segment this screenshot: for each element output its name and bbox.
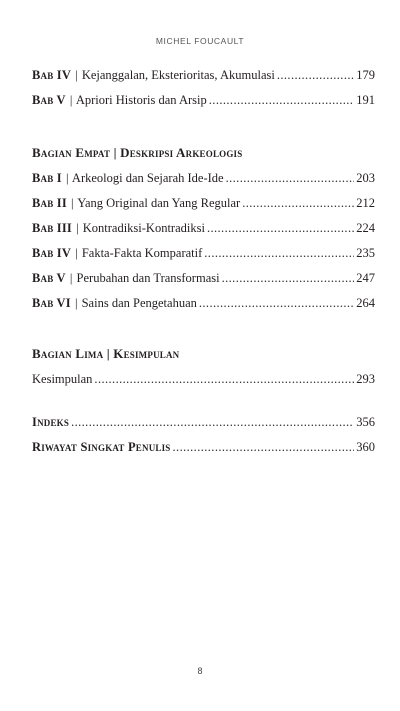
dot-leader — [199, 296, 354, 311]
chapter-title: Perubahan dan Transformasi — [76, 271, 220, 285]
chapter-title: Apriori Historis dan Arsip — [75, 93, 207, 107]
separator: | — [71, 196, 74, 210]
dot-leader — [277, 68, 354, 83]
toc-entry-bab-iv[interactable] — [32, 246, 375, 271]
toc-entry-label — [32, 440, 171, 455]
toc-entry-bab-i[interactable] — [32, 171, 375, 196]
page-number: 356 — [356, 415, 375, 429]
chapter-title: Kejanggalan, Eksterioritas, Akumulasi — [81, 68, 275, 82]
chapter-number: Bab I — [32, 171, 62, 185]
toc-entry-bab-v[interactable] — [32, 93, 375, 118]
toc-back-matter — [32, 415, 375, 465]
toc-entry-label — [32, 93, 207, 108]
dot-leader — [222, 271, 355, 286]
page-number: 224 — [356, 221, 375, 235]
dot-leader — [71, 415, 354, 430]
separator: | — [75, 68, 78, 82]
dot-leader — [204, 246, 354, 261]
toc-entry-label — [32, 68, 275, 83]
separator: | — [69, 93, 73, 107]
chapter-number: Bab VI — [32, 296, 71, 310]
page-folio: 8 — [197, 666, 203, 676]
toc-entry-label — [32, 246, 202, 261]
dot-leader — [207, 221, 354, 236]
toc-entry-bab-vi[interactable] — [32, 296, 375, 321]
toc-entry-label — [32, 221, 205, 236]
part-title: Bagian Empat | Deskripsi Arkeologis — [32, 145, 243, 160]
separator: | — [74, 296, 78, 310]
toc-entry-bab-iv[interactable] — [32, 68, 375, 93]
page-number: 360 — [356, 440, 375, 454]
separator: | — [69, 271, 73, 285]
separator: | — [76, 221, 79, 235]
dot-leader — [242, 196, 354, 211]
dot-leader — [226, 171, 355, 186]
toc-entry-label — [32, 196, 240, 211]
separator: | — [75, 246, 78, 260]
page-number: 293 — [356, 372, 375, 386]
page-number: 212 — [356, 196, 375, 210]
page-number: 235 — [356, 246, 375, 260]
chapter-number: Bab II — [32, 196, 67, 210]
toc-entry-indeks[interactable] — [32, 415, 375, 440]
chapter-number: Bab V — [32, 93, 66, 107]
toc-entry-bab-ii[interactable] — [32, 196, 375, 221]
toc-entry-label — [32, 415, 69, 430]
page-number: 264 — [356, 296, 375, 310]
chapter-title: Arkeologi dan Sejarah Ide-Ide — [71, 171, 224, 185]
chapter-title: Kontradiksi-Kontradiksi — [82, 221, 205, 235]
toc-entry-label — [32, 271, 220, 286]
toc-entry-label — [32, 372, 92, 387]
toc-entry-bab-iii[interactable] — [32, 221, 375, 246]
chapter-title: Kesimpulan — [32, 372, 93, 386]
chapter-number: Bab IV — [32, 246, 72, 260]
toc-entry-label — [32, 296, 197, 311]
chapter-number: Bab III — [32, 221, 72, 235]
dot-leader — [209, 93, 354, 108]
toc-entry-bab-v[interactable] — [32, 271, 375, 296]
page-number: 203 — [356, 171, 375, 185]
dot-leader — [173, 440, 355, 455]
toc-part-five — [32, 346, 375, 397]
part-title: Bagian Lima | Kesimpulan — [32, 346, 180, 361]
page-number: 247 — [356, 271, 375, 285]
chapter-title: Yang Original dan Yang Regular — [77, 196, 241, 210]
separator: | — [65, 171, 69, 185]
chapter-title: Sains dan Pengetahuan — [81, 296, 197, 310]
section-title: Riwayat Singkat Penulis — [32, 440, 171, 454]
toc-entry-label — [32, 171, 224, 186]
page-number: 191 — [356, 93, 375, 107]
dot-leader — [94, 372, 354, 387]
toc-entry-riwayat-penulis[interactable] — [32, 440, 375, 465]
chapter-number: Bab IV — [32, 68, 72, 82]
running-head: MICHEL FOUCAULT — [155, 36, 245, 46]
chapter-number: Bab V — [32, 271, 66, 285]
page-number: 179 — [356, 68, 375, 82]
toc-part-four — [32, 145, 375, 321]
chapter-title: Fakta-Fakta Komparatif — [81, 246, 203, 260]
toc-entry-kesimpulan[interactable] — [32, 372, 375, 397]
toc-section-continued — [32, 68, 375, 118]
section-title: Indeks — [32, 415, 70, 429]
